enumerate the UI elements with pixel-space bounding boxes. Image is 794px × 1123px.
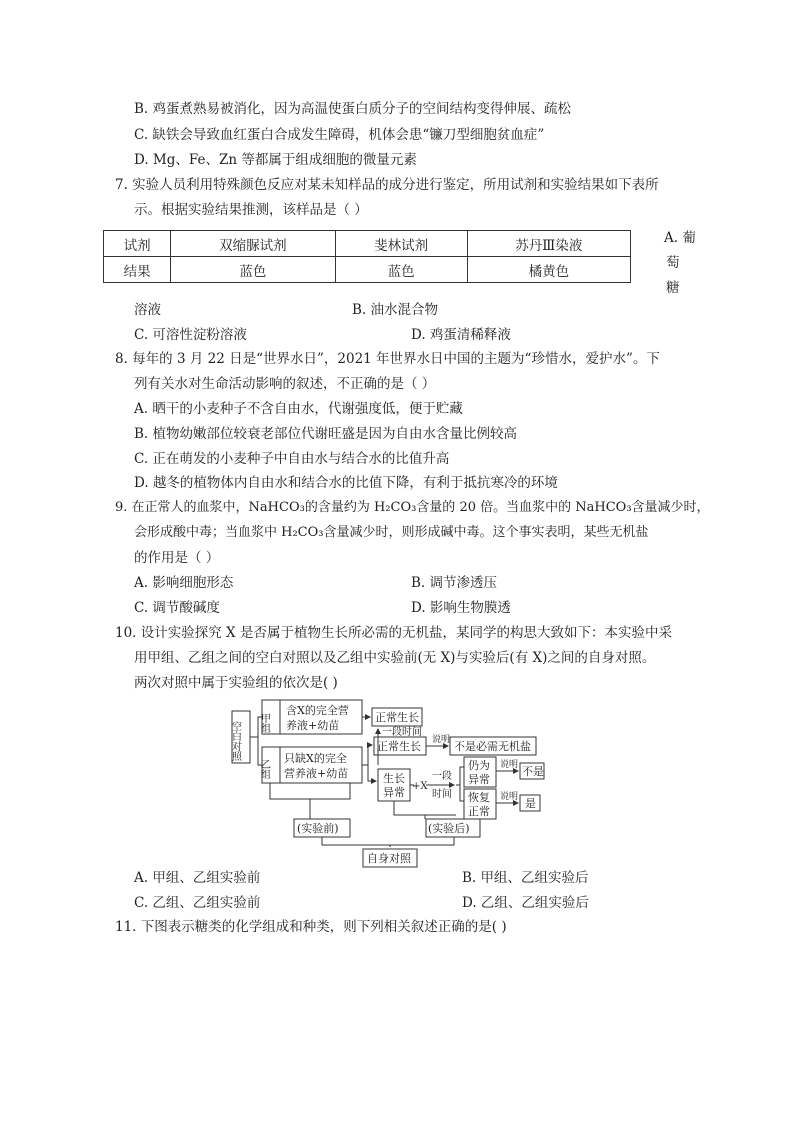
table-cell: 蓝色 <box>171 257 335 283</box>
q10-stem-line1: 10. 设计实验探究 X 是否属于植物生长所必需的无机盐，某同学的构思大致如下：本实验中采 <box>115 625 672 641</box>
q7-option-a-part3: 糖 <box>666 280 680 296</box>
diagram-label: 说明 <box>432 735 451 745</box>
diagram-label: 恢复 <box>468 791 490 804</box>
table-cell: 双缩脲试剂 <box>171 231 335 257</box>
diagram-label: 不是必需无机盐 <box>454 740 531 753</box>
q9-stem-line1: 9. 在正常人的血浆中，NaHCO₃的含量约为 H₂CO₃含量的 20 倍。当血浆中的 NaHCO₃含量减少时， <box>115 500 710 515</box>
q10-stem-line3: 两次对照中属于实验组的依次是( ) <box>134 675 338 691</box>
q7-option-b: B. 油水混合物 <box>352 302 439 318</box>
diagram-label: 只缺X的完全 <box>284 752 347 765</box>
diagram-label: (实验后) <box>428 822 470 835</box>
q8-stem-line1: 8. 每年的 3 月 22 日是“世界水日”，2021 年世界水日中国的主题为“珍惜水，爱护水”。下 <box>115 351 660 367</box>
table-cell: 结果 <box>104 257 171 283</box>
q9-option-b: B. 调节渗透压 <box>411 575 498 591</box>
diagram-label: 正常生长 <box>377 740 421 753</box>
table-cell: 蓝色 <box>335 257 467 283</box>
diagram-label: 生长 <box>383 772 405 785</box>
diagram-label: 异常 <box>383 786 405 799</box>
diagram-label: 乙组 <box>258 759 270 779</box>
q8-option-d: D. 越冬的植物体内自由水和结合水的比值下降，有利于抵抗寒冷的环境 <box>134 475 558 491</box>
table-header-row <box>104 231 631 257</box>
diagram-label: 养液+幼苗 <box>286 719 340 732</box>
q10-option-b: B. 甲组、乙组实验后 <box>462 870 589 886</box>
diagram-label: 正常 <box>468 805 490 818</box>
q9-stem-line2: 会形成酸中毒；当血浆中 H₂CO₃含量减少时，则形成碱中毒。这个事实表明，某些无机盐 <box>134 525 649 540</box>
q10-option-c: C. 乙组、乙组实验前 <box>134 895 261 911</box>
q8-option-a: A. 晒干的小麦种子不含自由水，代谢强度低，便于贮藏 <box>134 401 463 417</box>
q7-option-a-tail: 溶液 <box>134 302 161 318</box>
q9-option-d: D. 影响生物膜透 <box>411 600 511 616</box>
q8-option-c: C. 正在萌发的小麦种子中自由水与结合水的比值升高 <box>134 451 450 467</box>
table-row <box>104 257 631 283</box>
q7-option-a-part1: A. 葡 <box>664 230 696 246</box>
q7-option-d: D. 鸡蛋清稀释液 <box>411 327 511 343</box>
table-cell: 苏丹Ⅲ染液 <box>467 231 630 257</box>
diagram-label: 营养液+幼苗 <box>284 767 349 780</box>
q7-stem-line2: 示。根据实验结果推测，该样品是（ ） <box>134 202 368 218</box>
table-cell: 试剂 <box>104 231 171 257</box>
q10-option-a: A. 甲组、乙组实验前 <box>134 870 261 886</box>
diagram-label: 不是 <box>522 765 544 778</box>
q9-option-c: C. 调节酸碱度 <box>134 600 220 616</box>
q6-option-d: D. Mg、Fe、Zn 等都属于组成细胞的微量元素 <box>134 152 417 168</box>
experiment-flow-diagram <box>228 697 548 869</box>
diagram-label: 仍为 <box>468 759 490 772</box>
q11-stem-line1: 11. 下图表示糖类的化学组成和种类，则下列相关叙述正确的是( ) <box>115 919 507 935</box>
diagram-label: (实验前) <box>297 822 339 835</box>
diagram-label: 是 <box>525 797 536 810</box>
q8-stem-line2: 列有关水对生命活动影响的叙述，不正确的是（ ） <box>134 376 436 392</box>
q10-option-d: D. 乙组、乙组实验后 <box>462 895 589 911</box>
q6-option-b: B. 鸡蛋煮熟易被消化，因为高温使蛋白质分子的空间结构变得伸展、疏松 <box>134 101 572 117</box>
table-cell: 斐林试剂 <box>335 231 467 257</box>
q9-option-a: A. 影响细胞形态 <box>134 575 234 591</box>
diagram-label: 异常 <box>468 773 490 786</box>
diagram-label: 说明 <box>500 792 519 802</box>
q8-option-b: B. 植物幼嫩部位较衰老部位代谢旺盛是因为自由水含量比例较高 <box>134 426 518 442</box>
q7-option-c: C. 可溶性淀粉溶液 <box>134 327 247 343</box>
q6-option-c: C. 缺铁会导致血红蛋白合成发生障碍，机体会患“镰刀型细胞贫血症” <box>134 127 545 143</box>
q10-stem-line2: 用甲组、乙组之间的空白对照以及乙组中实验前(无 X)与实验后(有 X)之间的自身对照。 <box>134 650 656 666</box>
diagram-label: 说明 <box>500 760 519 770</box>
diagram-label: 时间 <box>432 789 452 800</box>
diagram-label: 一段时间 <box>382 727 422 738</box>
diagram-label: 甲组 <box>258 713 270 733</box>
table-cell: 橘黄色 <box>467 257 630 283</box>
q7-option-a-part2: 萄 <box>666 255 680 271</box>
diagram-label: 正常生长 <box>375 711 419 724</box>
diagram-label: 一段 <box>432 771 452 782</box>
diagram-label: +X <box>412 781 428 792</box>
q9-stem-line3: 的作用是（ ） <box>134 550 220 566</box>
diagram-label: 空白对照 <box>229 721 241 761</box>
reagent-result-table <box>103 230 631 283</box>
q7-stem-line1: 7. 实验人员利用特殊颜色反应对某未知样品的成分进行鉴定，所用试剂和实验结果如下表所 <box>115 177 659 193</box>
diagram-label: 自身对照 <box>367 852 411 865</box>
diagram-label: 含X的完全营 <box>286 704 349 717</box>
